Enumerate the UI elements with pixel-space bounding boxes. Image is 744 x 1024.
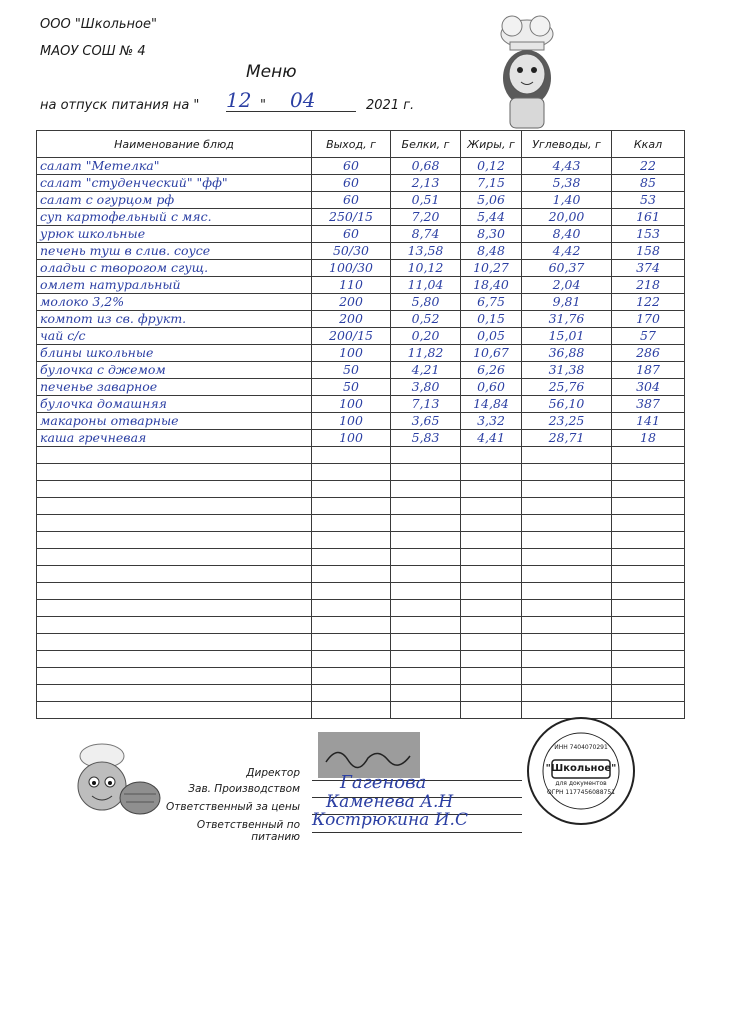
dish-name-cell xyxy=(37,566,312,583)
protein-cell: 3,65 xyxy=(391,413,461,430)
output-cell xyxy=(312,583,391,600)
protein-cell xyxy=(391,702,461,719)
output-cell: 100 xyxy=(312,396,391,413)
protein-cell: 13,58 xyxy=(391,243,461,260)
output-cell xyxy=(312,685,391,702)
nutrition-line xyxy=(312,832,522,833)
production-signature: Гагенова xyxy=(340,772,427,793)
kcal-cell xyxy=(612,447,685,464)
table-row xyxy=(37,175,685,192)
fat-cell xyxy=(461,481,522,498)
protein-cell: 8,74 xyxy=(391,226,461,243)
kcal-cell xyxy=(612,600,685,617)
carbs-cell: 36,88 xyxy=(522,345,612,362)
table-row xyxy=(37,583,685,600)
col-header-output: Выход, г xyxy=(312,131,391,158)
chef-boy-illustration xyxy=(62,742,162,820)
carbs-cell: 28,71 xyxy=(522,430,612,447)
dish-name-cell: салат "Метелка" xyxy=(37,158,312,175)
output-cell: 50 xyxy=(312,362,391,379)
output-cell xyxy=(312,532,391,549)
kcal-cell: 387 xyxy=(612,396,685,413)
protein-cell xyxy=(391,498,461,515)
fat-cell xyxy=(461,464,522,481)
kcal-cell: 22 xyxy=(612,158,685,175)
fat-cell xyxy=(461,532,522,549)
kcal-cell: 158 xyxy=(612,243,685,260)
school-name: МАОУ СОШ № 4 xyxy=(40,44,146,59)
output-cell xyxy=(312,447,391,464)
dish-name-cell: макароны отварные xyxy=(37,413,312,430)
company-stamp xyxy=(526,716,636,826)
fat-cell xyxy=(461,702,522,719)
fat-cell: 5,06 xyxy=(461,192,522,209)
chef-girl-illustration xyxy=(492,12,562,130)
dish-name-cell: чай с/с xyxy=(37,328,312,345)
protein-cell: 4,21 xyxy=(391,362,461,379)
protein-cell xyxy=(391,566,461,583)
fat-cell: 10,27 xyxy=(461,260,522,277)
dish-name-cell: урюк школьные xyxy=(37,226,312,243)
fat-cell xyxy=(461,651,522,668)
fat-cell: 7,15 xyxy=(461,175,522,192)
kcal-cell xyxy=(612,651,685,668)
carbs-cell xyxy=(522,685,612,702)
dish-name-cell xyxy=(37,634,312,651)
production-label: Зав. Производством xyxy=(188,783,300,795)
output-cell xyxy=(312,464,391,481)
table-row xyxy=(37,379,685,396)
output-cell: 200/15 xyxy=(312,328,391,345)
carbs-cell xyxy=(522,600,612,617)
output-cell xyxy=(312,668,391,685)
output-cell xyxy=(312,634,391,651)
protein-cell: 11,04 xyxy=(391,277,461,294)
protein-cell xyxy=(391,549,461,566)
fat-cell: 0,15 xyxy=(461,311,522,328)
carbs-cell xyxy=(522,583,612,600)
kcal-cell xyxy=(612,566,685,583)
fat-cell: 8,30 xyxy=(461,226,522,243)
dish-name-cell xyxy=(37,549,312,566)
carbs-cell: 15,01 xyxy=(522,328,612,345)
table-row xyxy=(37,413,685,430)
dish-name-cell: суп картофельный с мяс. xyxy=(37,209,312,226)
fat-cell xyxy=(461,634,522,651)
dish-name-cell: печенье заварное xyxy=(37,379,312,396)
fat-cell: 18,40 xyxy=(461,277,522,294)
dish-name-cell: омлет натуральный xyxy=(37,277,312,294)
table-row xyxy=(37,464,685,481)
protein-cell: 3,80 xyxy=(391,379,461,396)
kcal-cell: 141 xyxy=(612,413,685,430)
fat-cell: 6,75 xyxy=(461,294,522,311)
protein-cell xyxy=(391,651,461,668)
col-header-dish: Наименование блюд xyxy=(37,131,312,158)
col-header-protein: Белки, г xyxy=(391,131,461,158)
table-row xyxy=(37,362,685,379)
carbs-cell xyxy=(522,532,612,549)
kcal-cell: 170 xyxy=(612,311,685,328)
stamp-center: "Школьное" xyxy=(545,763,617,774)
protein-cell xyxy=(391,481,461,498)
table-row xyxy=(37,328,685,345)
output-cell: 100 xyxy=(312,345,391,362)
output-cell: 60 xyxy=(312,175,391,192)
table-row xyxy=(37,294,685,311)
table-header-row xyxy=(37,131,685,158)
protein-cell xyxy=(391,583,461,600)
protein-cell: 2,13 xyxy=(391,175,461,192)
dish-name-cell xyxy=(37,617,312,634)
carbs-cell: 9,81 xyxy=(522,294,612,311)
carbs-cell xyxy=(522,464,612,481)
table-row xyxy=(37,277,685,294)
output-cell xyxy=(312,515,391,532)
fat-cell xyxy=(461,617,522,634)
dish-name-cell: компот из св. фрукт. xyxy=(37,311,312,328)
kcal-cell xyxy=(612,498,685,515)
kcal-cell xyxy=(612,515,685,532)
table-row xyxy=(37,549,685,566)
output-cell: 200 xyxy=(312,294,391,311)
dish-name-cell xyxy=(37,498,312,515)
kcal-cell: 304 xyxy=(612,379,685,396)
dish-name-cell xyxy=(37,447,312,464)
fat-cell: 5,44 xyxy=(461,209,522,226)
dish-name-cell: каша гречневая xyxy=(37,430,312,447)
output-cell: 60 xyxy=(312,158,391,175)
kcal-cell xyxy=(612,617,685,634)
carbs-cell: 56,10 xyxy=(522,396,612,413)
fat-cell xyxy=(461,566,522,583)
dish-name-cell xyxy=(37,702,312,719)
kcal-cell: 161 xyxy=(612,209,685,226)
carbs-cell xyxy=(522,617,612,634)
output-cell: 250/15 xyxy=(312,209,391,226)
fat-cell: 8,48 xyxy=(461,243,522,260)
table-row xyxy=(37,685,685,702)
date-mid: " xyxy=(260,98,266,113)
table-row xyxy=(37,192,685,209)
kcal-cell xyxy=(612,549,685,566)
kcal-cell xyxy=(612,464,685,481)
kcal-cell: 374 xyxy=(612,260,685,277)
dish-name-cell xyxy=(37,481,312,498)
table-row xyxy=(37,447,685,464)
dish-name-cell xyxy=(37,685,312,702)
output-cell: 110 xyxy=(312,277,391,294)
table-row xyxy=(37,260,685,277)
date-year: 2021 г. xyxy=(366,98,415,113)
nutrition-label: Ответственный по питанию xyxy=(196,819,300,843)
carbs-cell xyxy=(522,481,612,498)
date-month: 04 xyxy=(290,88,316,112)
kcal-cell: 57 xyxy=(612,328,685,345)
carbs-cell xyxy=(522,515,612,532)
output-cell: 60 xyxy=(312,192,391,209)
table-row xyxy=(37,532,685,549)
carbs-cell xyxy=(522,447,612,464)
dish-name-cell xyxy=(37,668,312,685)
fat-cell: 0,60 xyxy=(461,379,522,396)
kcal-cell xyxy=(612,685,685,702)
dish-name-cell: оладьи с творогом сгущ. xyxy=(37,260,312,277)
carbs-cell: 25,76 xyxy=(522,379,612,396)
carbs-cell: 2,04 xyxy=(522,277,612,294)
output-cell xyxy=(312,481,391,498)
carbs-cell: 4,42 xyxy=(522,243,612,260)
fat-cell: 4,41 xyxy=(461,430,522,447)
dish-name-cell: салат с огурцом рф xyxy=(37,192,312,209)
kcal-cell xyxy=(612,481,685,498)
protein-cell xyxy=(391,617,461,634)
menu-table xyxy=(36,130,685,719)
prices-label: Ответственный за цены xyxy=(166,801,300,813)
date-line xyxy=(40,88,440,116)
protein-cell: 11,82 xyxy=(391,345,461,362)
fat-cell xyxy=(461,583,522,600)
protein-cell xyxy=(391,532,461,549)
output-cell xyxy=(312,498,391,515)
carbs-cell xyxy=(522,634,612,651)
carbs-cell xyxy=(522,566,612,583)
dish-name-cell: булочка домашняя xyxy=(37,396,312,413)
table-row xyxy=(37,209,685,226)
output-cell: 100 xyxy=(312,430,391,447)
org-name: ООО "Школьное" xyxy=(40,17,157,32)
output-cell: 100/30 xyxy=(312,260,391,277)
kcal-cell xyxy=(612,668,685,685)
protein-cell: 0,52 xyxy=(391,311,461,328)
table-row xyxy=(37,345,685,362)
output-cell xyxy=(312,617,391,634)
kcal-cell xyxy=(612,634,685,651)
fat-cell xyxy=(461,515,522,532)
menu-table-body xyxy=(37,158,685,719)
stamp-ogrn: ОГРН 1177456088751 xyxy=(546,789,616,796)
kcal-cell xyxy=(612,583,685,600)
kcal-cell: 153 xyxy=(612,226,685,243)
carbs-cell: 20,00 xyxy=(522,209,612,226)
carbs-cell xyxy=(522,668,612,685)
kcal-cell xyxy=(612,532,685,549)
col-header-fat: Жиры, г xyxy=(461,131,522,158)
kcal-cell: 218 xyxy=(612,277,685,294)
output-cell xyxy=(312,702,391,719)
fat-cell: 10,67 xyxy=(461,345,522,362)
table-row xyxy=(37,634,685,651)
table-row xyxy=(37,226,685,243)
table-row xyxy=(37,243,685,260)
col-header-kcal: Ккал xyxy=(612,131,685,158)
dish-name-cell xyxy=(37,651,312,668)
table-row xyxy=(37,396,685,413)
dish-name-cell xyxy=(37,532,312,549)
output-cell: 50 xyxy=(312,379,391,396)
output-cell xyxy=(312,600,391,617)
protein-cell: 5,83 xyxy=(391,430,461,447)
protein-cell: 0,20 xyxy=(391,328,461,345)
date-underline xyxy=(226,111,356,112)
table-row xyxy=(37,515,685,532)
output-cell: 100 xyxy=(312,413,391,430)
protein-cell: 5,80 xyxy=(391,294,461,311)
director-label: Директор xyxy=(246,767,300,779)
output-cell: 50/30 xyxy=(312,243,391,260)
carbs-cell: 31,76 xyxy=(522,311,612,328)
carbs-cell xyxy=(522,498,612,515)
protein-cell xyxy=(391,515,461,532)
output-cell: 60 xyxy=(312,226,391,243)
table-row xyxy=(37,158,685,175)
fat-cell: 14,84 xyxy=(461,396,522,413)
carbs-cell: 1,40 xyxy=(522,192,612,209)
kcal-cell: 286 xyxy=(612,345,685,362)
table-row xyxy=(37,311,685,328)
stamp-sub: для документов xyxy=(555,780,607,787)
date-prefix: на отпуск питания на " xyxy=(40,98,200,113)
table-row xyxy=(37,430,685,447)
fat-cell xyxy=(461,447,522,464)
protein-cell xyxy=(391,447,461,464)
protein-cell: 0,68 xyxy=(391,158,461,175)
fat-cell xyxy=(461,685,522,702)
dish-name-cell xyxy=(37,600,312,617)
page-title: Меню xyxy=(246,62,297,82)
protein-cell: 0,51 xyxy=(391,192,461,209)
prices-signature: Каменева А.Н xyxy=(326,792,454,812)
fat-cell xyxy=(461,498,522,515)
table-row xyxy=(37,600,685,617)
table-row xyxy=(37,651,685,668)
table-row xyxy=(37,481,685,498)
fat-cell xyxy=(461,668,522,685)
stamp-inn: ИНН 7404070291 xyxy=(554,744,608,751)
protein-cell xyxy=(391,464,461,481)
protein-cell: 7,20 xyxy=(391,209,461,226)
table-row xyxy=(37,498,685,515)
dish-name-cell: салат "студенческий" "фф" xyxy=(37,175,312,192)
protein-cell xyxy=(391,634,461,651)
protein-cell: 7,13 xyxy=(391,396,461,413)
fat-cell: 6,26 xyxy=(461,362,522,379)
output-cell xyxy=(312,651,391,668)
carbs-cell: 8,40 xyxy=(522,226,612,243)
fat-cell: 0,12 xyxy=(461,158,522,175)
fat-cell xyxy=(461,549,522,566)
protein-cell xyxy=(391,685,461,702)
fat-cell: 0,05 xyxy=(461,328,522,345)
date-day: 12 xyxy=(226,88,252,112)
table-row xyxy=(37,668,685,685)
dish-name-cell xyxy=(37,464,312,481)
fat-cell xyxy=(461,600,522,617)
carbs-cell: 5,38 xyxy=(522,175,612,192)
dish-name-cell xyxy=(37,515,312,532)
table-row xyxy=(37,566,685,583)
dish-name-cell: булочка с джемом xyxy=(37,362,312,379)
dish-name-cell: блины школьные xyxy=(37,345,312,362)
table-row xyxy=(37,617,685,634)
dish-name-cell: молоко 3,2% xyxy=(37,294,312,311)
output-cell xyxy=(312,566,391,583)
protein-cell: 10,12 xyxy=(391,260,461,277)
output-cell: 200 xyxy=(312,311,391,328)
kcal-cell: 85 xyxy=(612,175,685,192)
col-header-carbs: Углеводы, г xyxy=(522,131,612,158)
kcal-cell: 18 xyxy=(612,430,685,447)
fat-cell: 3,32 xyxy=(461,413,522,430)
nutrition-signature: Кострюкина И.С xyxy=(312,810,468,830)
protein-cell xyxy=(391,668,461,685)
protein-cell xyxy=(391,600,461,617)
carbs-cell xyxy=(522,651,612,668)
kcal-cell: 122 xyxy=(612,294,685,311)
output-cell xyxy=(312,549,391,566)
carbs-cell: 60,37 xyxy=(522,260,612,277)
carbs-cell: 31,38 xyxy=(522,362,612,379)
kcal-cell: 187 xyxy=(612,362,685,379)
dish-name-cell xyxy=(37,583,312,600)
carbs-cell: 4,43 xyxy=(522,158,612,175)
carbs-cell xyxy=(522,549,612,566)
dish-name-cell: печень туш в слив. соусе xyxy=(37,243,312,260)
kcal-cell: 53 xyxy=(612,192,685,209)
carbs-cell: 23,25 xyxy=(522,413,612,430)
